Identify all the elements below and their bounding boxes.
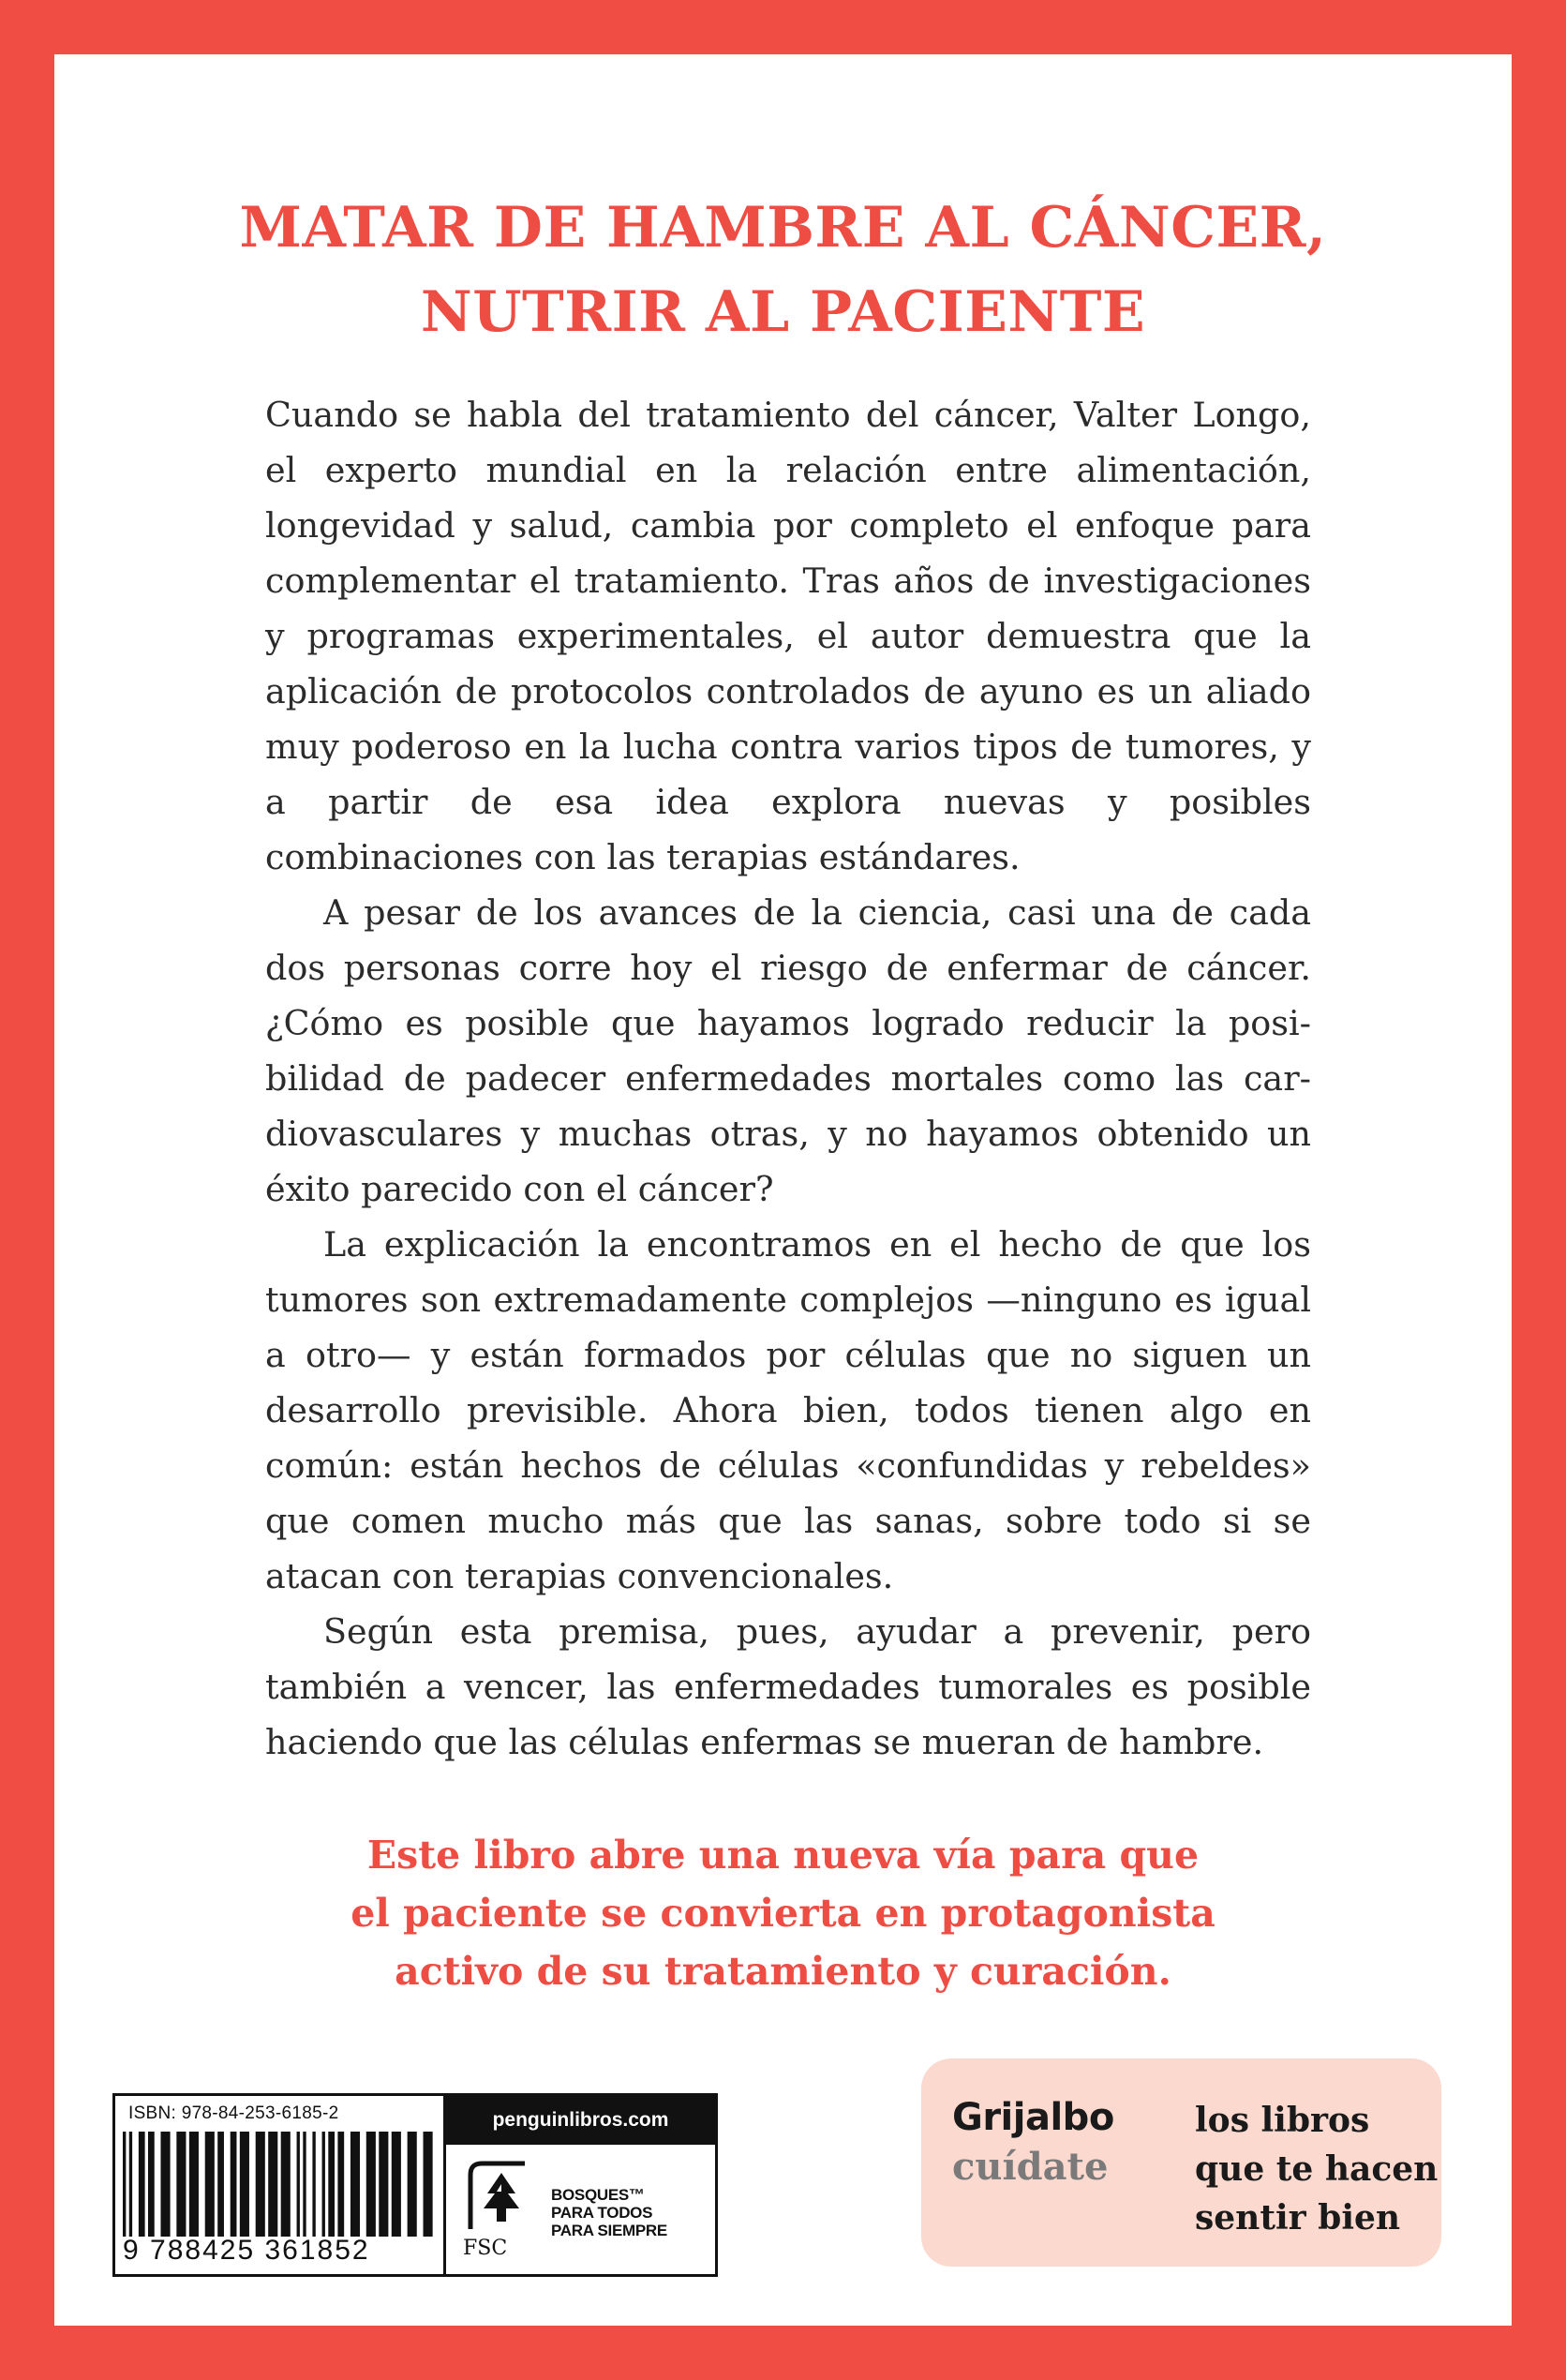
synopsis-paragraph: La explicación la encontramos en el hecho de que los tumores son extremadamente complejos —ninguno es igual a otro— y están formados por células que no siguen un desarrollo previsible. Ahora bien, todos tienen algo en común: están hechos de células «confundidas y rebeldes» que comen mucho más que las sanas, sobre todo si se atacan con terapias convencionales.: [265, 1224, 1311, 1596]
barcode-bar: [350, 2132, 360, 2237]
synopsis-paragraph: Cuando se habla del tratamiento del cáncer, Valter Longo, el experto mundial en la relación entre alimentación, longevidad y salud, cambia por completo el enfoque para complementar el tratamiento. Tras años de investigaciones y programas experimentales, el autor demuestra que la aplicación de protocolos controlados de ayuno es un aliado muy poderoso en la lucha contra varios tipos de tumores, y a partir de esa idea explora nuevas y posibles combinaciones con las terapias estándares.: [265, 395, 1311, 877]
barcode-box: [112, 2093, 718, 2277]
barcode-bar: [303, 2132, 306, 2237]
barcode-icon: [123, 2132, 436, 2237]
back-cover-panel: [54, 54, 1512, 2326]
isbn-label: ISBN: 978-84-253-6185-2: [128, 2103, 339, 2123]
title-line-1: MATAR DE HAMBRE AL CÁNCER,: [239, 195, 1327, 261]
barcode-bar: [268, 2132, 277, 2237]
barcode-bar: [322, 2132, 325, 2237]
synopsis-paragraph: Según esta premisa, pues, ayudar a prevenir, pero también a vencer, las enfermedades tumorales es posible haciendo que las células enfermas se mueran de hambre.: [265, 1611, 1311, 1762]
title-line-2: NUTRIR AL PACIENTE: [420, 279, 1146, 345]
barcode-bar: [176, 2132, 186, 2237]
barcode-bar: [337, 2132, 344, 2237]
barcode-bar: [328, 2132, 335, 2237]
cover-title: [54, 186, 1512, 354]
barcode-bar: [160, 2132, 170, 2237]
barcode-area: [115, 2096, 446, 2274]
barcode-bar: [297, 2132, 300, 2237]
barcode-bar: [217, 2132, 224, 2237]
barcode-bar: [123, 2132, 126, 2237]
fsc-label: FSC: [463, 2237, 508, 2260]
tagline-line-1: Este libro abre una nueva vía para que: [366, 1833, 1200, 1878]
synopsis-paragraph: A pesar de los avances de la ciencia, casi una de cada dos personas corre hoy el riesgo de enfermar de cáncer. ¿Cómo es posible que hayamos logrado reducir la posibilidad de padecer enfermedades mortales como las cardiovasculares y muchas otras, y no hayamos obtenido un éxito parecido con el cáncer?: [265, 892, 1311, 1209]
barcode-bar: [366, 2132, 376, 2237]
barcode-bar: [139, 2132, 145, 2237]
barcode-bar: [148, 2132, 155, 2237]
publisher-info-area: [446, 2096, 715, 2274]
tagline-line-2: el paciente se convierta en protagonista: [350, 1891, 1216, 1936]
website-label: penguinlibros.com: [446, 2096, 715, 2145]
barcode-bar: [424, 2132, 433, 2237]
barcode-bar: [312, 2132, 315, 2237]
slogan-line: que te hacen: [1195, 2149, 1439, 2189]
barcode-bar: [281, 2132, 291, 2237]
barcode-bar: [189, 2132, 199, 2237]
fsc-slogan: [551, 2186, 710, 2239]
synopsis: [265, 387, 1311, 1770]
slogan-line: sentir bien: [1195, 2198, 1401, 2238]
barcode-bar: [392, 2132, 401, 2237]
fsc-slogan-line: PARA TODOS: [551, 2204, 653, 2222]
barcode-bar: [231, 2132, 237, 2237]
barcode-bar: [256, 2132, 265, 2237]
publisher-brand: Grijalbo: [952, 2096, 1114, 2139]
barcode-digits: 9 788425 361852: [123, 2235, 370, 2266]
tagline-line-3: activo de su tratamiento y curación.: [395, 1949, 1171, 1994]
fsc-slogan-line: PARA SIEMPRE: [551, 2222, 667, 2239]
barcode-bar: [379, 2132, 388, 2237]
slogan-line: los libros: [1195, 2101, 1370, 2140]
publisher-slogan: [1195, 2096, 1438, 2242]
barcode-bar: [129, 2132, 132, 2237]
barcode-bar: [408, 2132, 417, 2237]
barcode-bar: [205, 2132, 215, 2237]
fsc-tree-icon: [459, 2156, 544, 2237]
tagline: [54, 1826, 1512, 2000]
fsc-slogan-line: BOSQUES™: [551, 2186, 645, 2204]
publisher-card: [921, 2058, 1441, 2267]
collection-name: cuídate: [952, 2145, 1109, 2189]
barcode-bar: [240, 2132, 249, 2237]
